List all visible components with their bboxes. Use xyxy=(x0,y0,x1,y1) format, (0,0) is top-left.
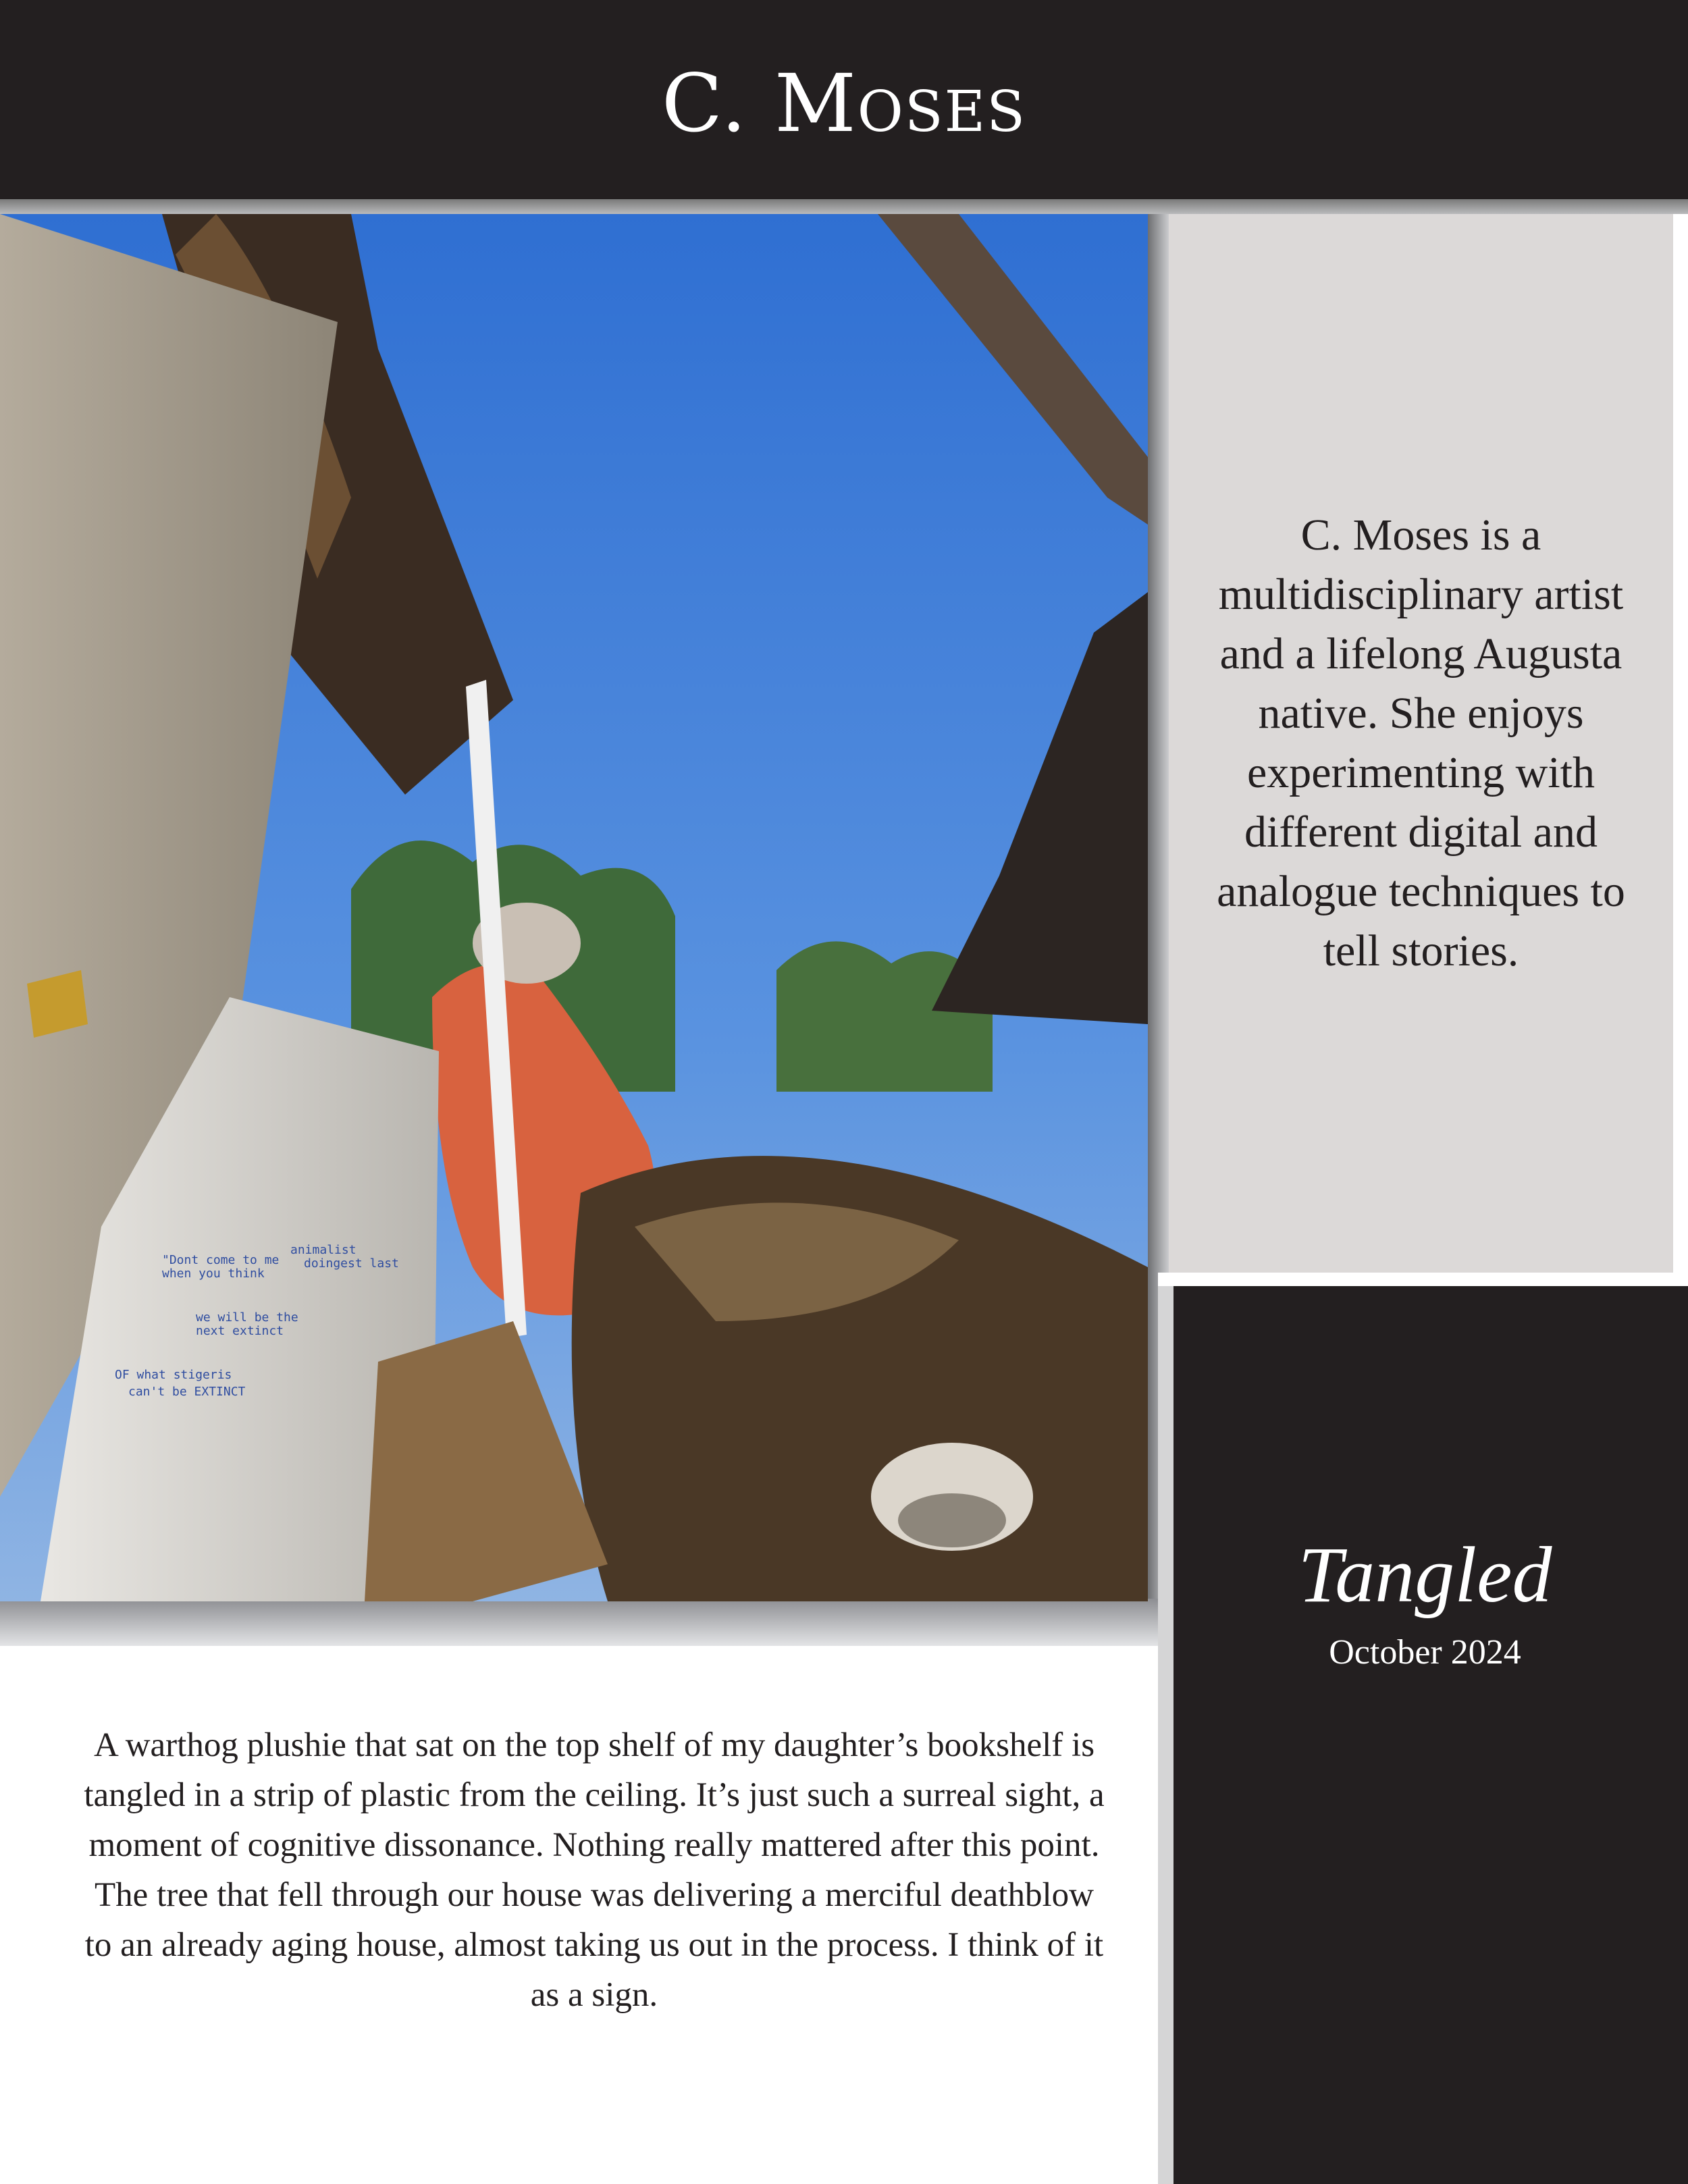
shelf-writing-3: animalist xyxy=(290,1243,357,1257)
header-divider xyxy=(0,199,1688,214)
shelf-writing-2: when you think xyxy=(162,1267,265,1281)
shelf-writing-7: OF what stigeris xyxy=(115,1368,232,1382)
artist-bio-panel xyxy=(1169,214,1673,1273)
page-header xyxy=(0,0,1688,199)
artist-bio: C. Moses is a multidisciplinary artist and a lifelong Augusta native. She enjoys experimenting with different digital and analogue techniques to tell stories. xyxy=(1217,510,1625,976)
title-panel-edge xyxy=(1158,1286,1173,2184)
shelf-writing-8: can't be EXTINCT xyxy=(128,1385,246,1399)
shelf-writing-1: "Dont come to me xyxy=(162,1253,280,1267)
photo-shadow-bottom xyxy=(0,1599,1165,1646)
shelf-writing-4: doingest last xyxy=(304,1256,399,1271)
artwork-photo xyxy=(0,214,1148,1601)
artist-name: C. Moses xyxy=(661,56,1027,150)
bio-panel-margin xyxy=(1673,214,1688,1273)
artwork-date: October 2024 xyxy=(1329,1633,1521,1672)
photo-illustration xyxy=(0,214,1148,1601)
artwork-title: Tangled xyxy=(1298,1530,1552,1619)
shelf-writing-6: next extinct xyxy=(196,1324,284,1338)
artwork-description: A warthog plushie that sat on the top shelf of my daughter’s bookshelf is tangled in a strip of plastic from the ceiling. It’s just such a surreal sight, a moment of cognitive dissonance. Nothing really mattered after this point. The tree that fell through our house was delivering a merciful deathblow to an already aging house, almost taking us out in the process. I think of it as a sign. xyxy=(84,1726,1105,2014)
panel-divider xyxy=(1158,1273,1688,1286)
shelf-writing-5: we will be the xyxy=(196,1310,298,1325)
artwork-title-panel xyxy=(1173,1286,1688,2184)
